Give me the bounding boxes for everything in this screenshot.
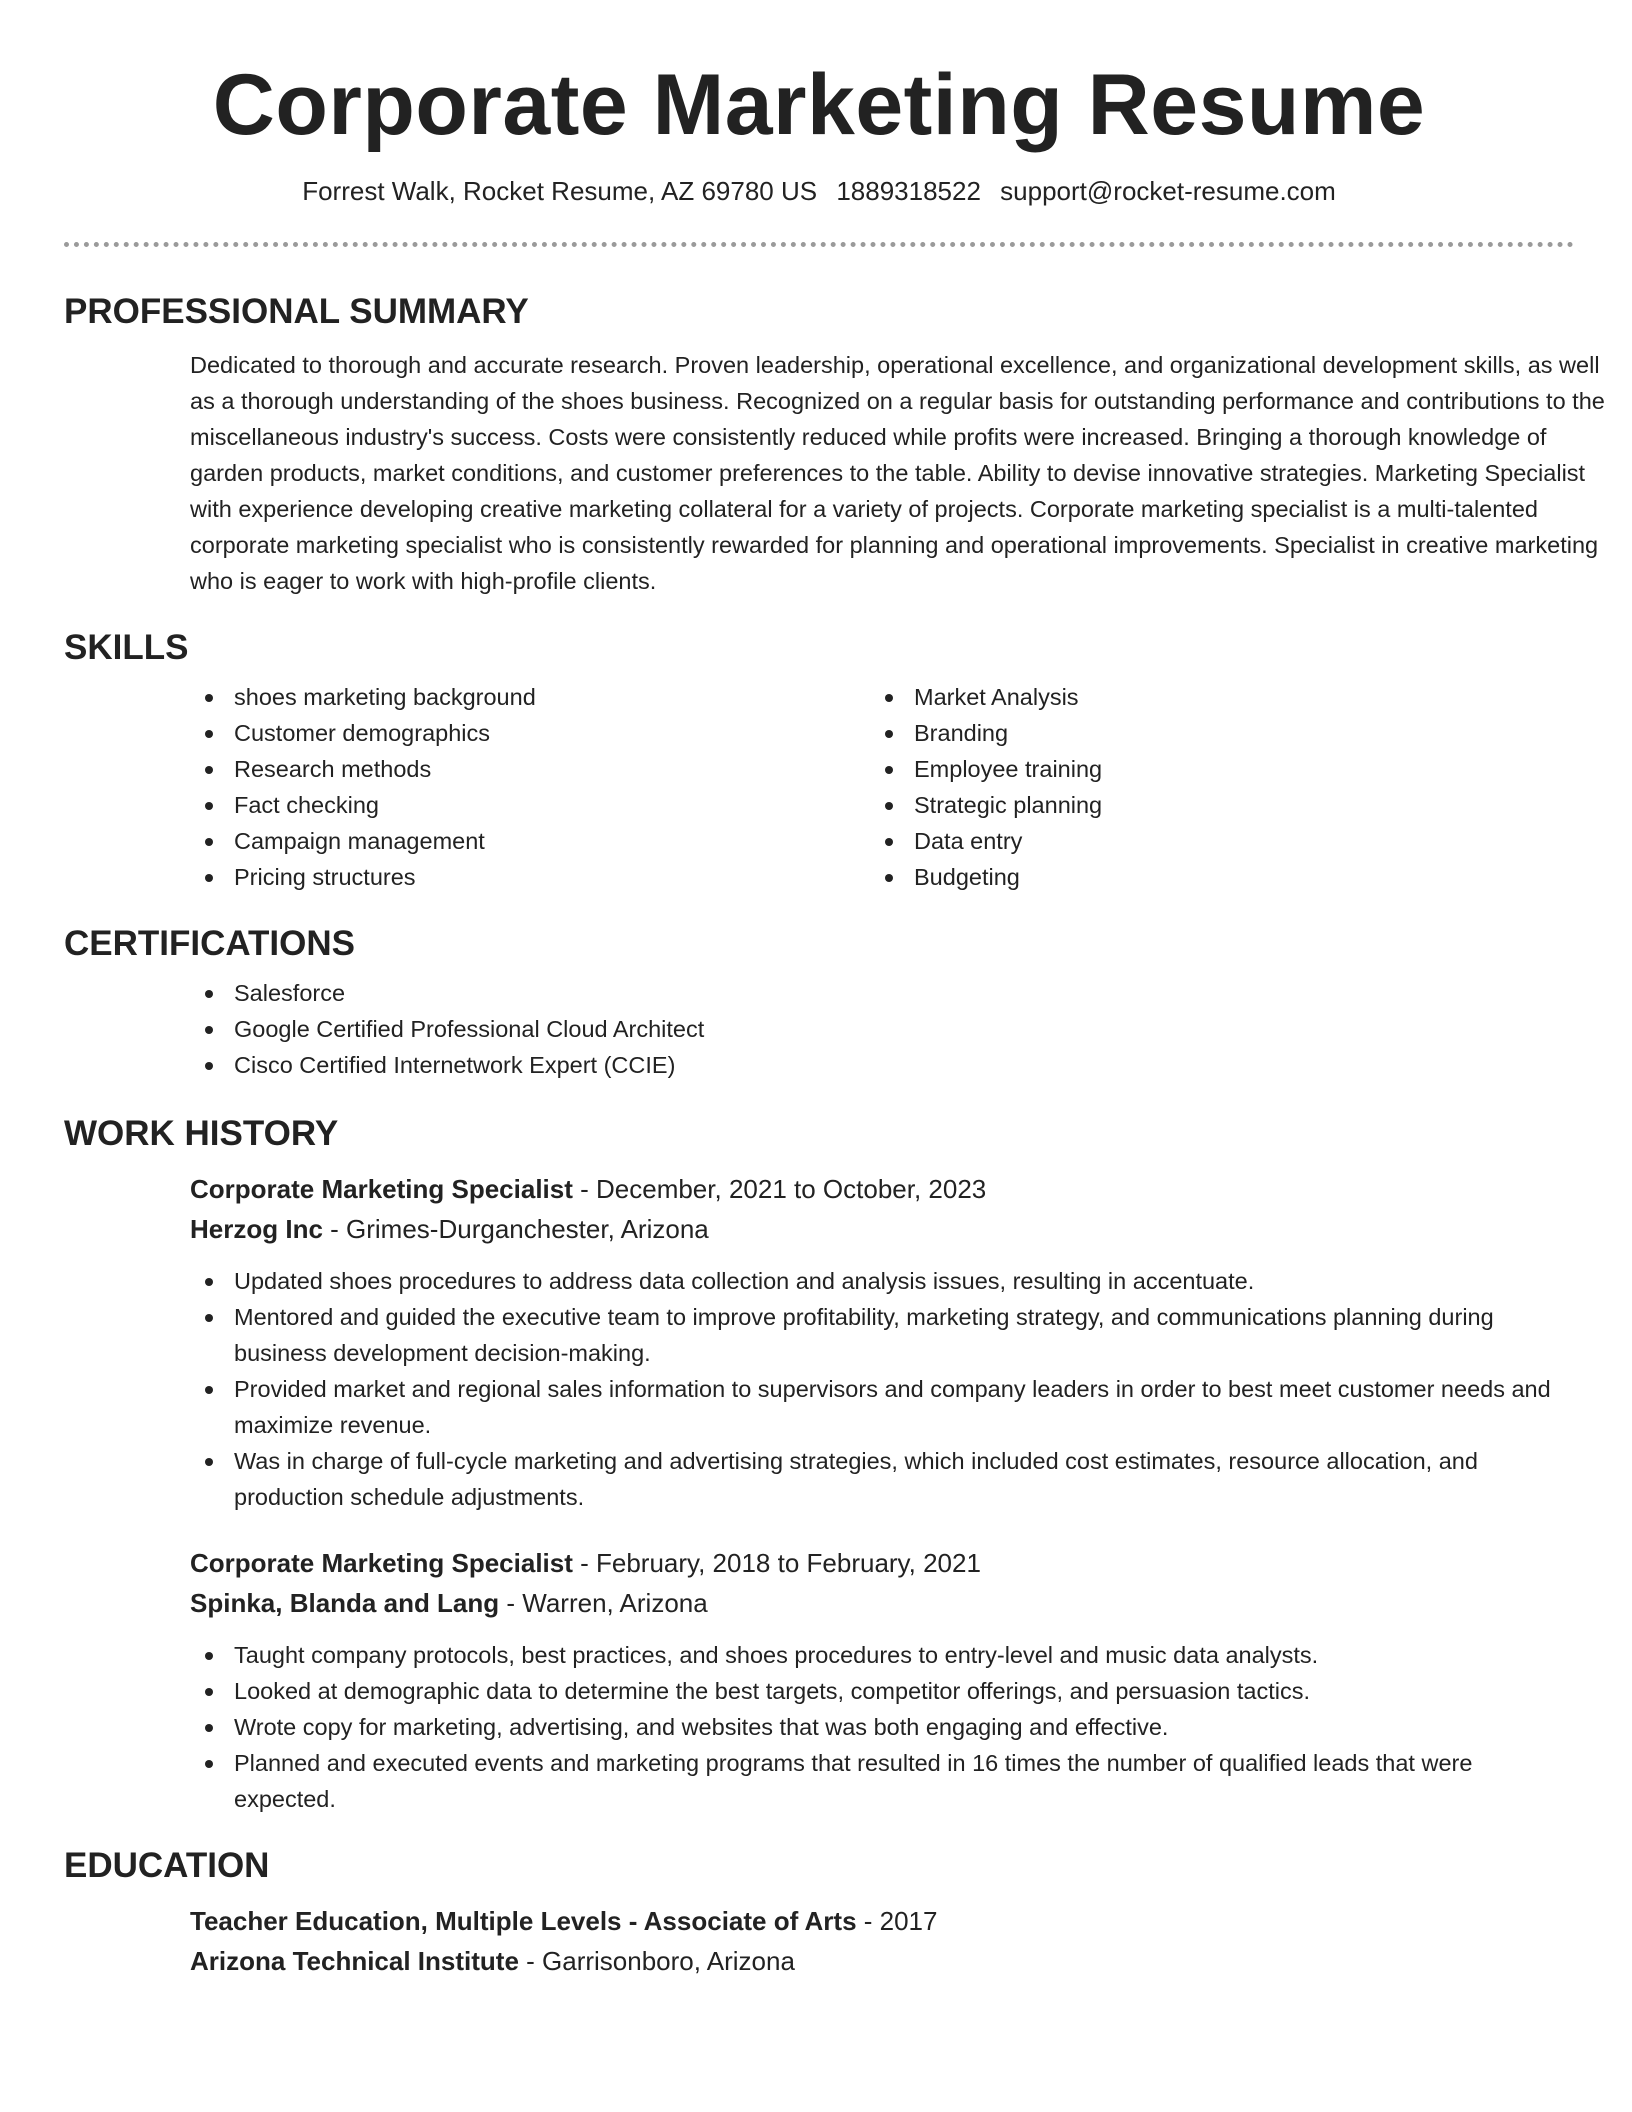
education-year: - 2017 — [856, 1906, 938, 1937]
skills-column-right — [870, 679, 1550, 895]
job-bullet: Planned and executed events and marketing programs that resulted in 16 times the number of qualified leads that were expected. — [190, 1745, 1574, 1817]
job-bullet: Updated shoes procedures to address data collection and analysis issues, resulting in accentuate. — [190, 1263, 1574, 1299]
summary-heading: PROFESSIONAL SUMMARY — [64, 292, 529, 332]
resume-title: Corporate Marketing Resume — [212, 57, 1426, 153]
job-bullet: Wrote copy for marketing, advertising, and websites that was both engaging and effective. — [190, 1709, 1574, 1745]
job-bullet: Was in charge of full-cycle marketing and advertising strategies, which included cost estimates, resource allocation, and production schedule adjustments. — [190, 1443, 1574, 1515]
job-bullets — [190, 1637, 1574, 1817]
certification-item: Google Certified Professional Cloud Architect — [190, 1011, 1574, 1047]
job-dates: - February, 2018 to February, 2021 — [572, 1548, 981, 1579]
skill-item: Employee training — [870, 751, 1550, 787]
education-heading: EDUCATION — [64, 1846, 270, 1886]
contact-address: Forrest Walk, Rocket Resume, AZ 69780 US — [302, 175, 818, 206]
skill-item: Market Analysis — [870, 679, 1550, 715]
skills-heading: SKILLS — [64, 628, 189, 668]
skill-item: Budgeting — [870, 859, 1550, 895]
skill-item: Pricing structures — [190, 859, 870, 895]
education-entry — [190, 1901, 1574, 1981]
header-divider — [64, 242, 1574, 247]
job-title: Corporate Marketing Specialist — [190, 1548, 573, 1579]
contact-email[interactable]: support@rocket-resume.com — [1000, 175, 1336, 206]
job-title: Corporate Marketing Specialist — [190, 1174, 573, 1205]
skill-item: Fact checking — [190, 787, 870, 823]
skill-item: Campaign management — [190, 823, 870, 859]
skills-list — [190, 679, 1574, 895]
skills-column-left — [190, 679, 870, 895]
job-bullet: Mentored and guided the executive team to improve profitability, marketing strategy, and communications planning during business development decision-making. — [190, 1299, 1574, 1371]
education-school: Arizona Technical Institute — [190, 1946, 519, 1977]
job-bullet: Taught company protocols, best practices, and shoes procedures to entry-level and music data analysts. — [190, 1637, 1574, 1673]
job-title-line — [190, 1543, 1574, 1583]
skill-item: shoes marketing background — [190, 679, 870, 715]
job-company-line — [190, 1209, 1574, 1249]
education-location: - Garrisonboro, Arizona — [518, 1946, 795, 1977]
job-location: - Grimes-Durganchester, Arizona — [322, 1214, 709, 1245]
certification-item: Salesforce — [190, 975, 1574, 1011]
education-degree: Teacher Education, Multiple Levels - Associate of Arts — [190, 1906, 857, 1937]
contact-phone: 1889318522 — [836, 175, 981, 206]
job-bullets — [190, 1263, 1574, 1515]
certifications-list — [190, 975, 1574, 1083]
work-history-heading: WORK HISTORY — [64, 1114, 339, 1154]
job-company-line — [190, 1583, 1574, 1623]
job-entry — [190, 1543, 1574, 1817]
skill-item: Customer demographics — [190, 715, 870, 751]
skill-item: Branding — [870, 715, 1550, 751]
education-degree-line — [190, 1901, 1574, 1941]
job-bullet: Looked at demographic data to determine the best targets, competitor offerings, and persuasion tactics. — [190, 1673, 1574, 1709]
job-dates: - December, 2021 to October, 2023 — [572, 1174, 987, 1205]
skill-item: Strategic planning — [870, 787, 1550, 823]
certification-item: Cisco Certified Internetwork Expert (CCIE) — [190, 1047, 1574, 1083]
job-entry — [190, 1169, 1574, 1515]
summary-text: Dedicated to thorough and accurate research. Proven leadership, operational excellence, and organizational development skills, as well as a thorough understanding of the shoes business. Recognized on a regular basis for outstanding performance and contributions to the miscellaneous industry's success. Costs were consistently reduced while profits were increased. Bringing a thorough knowledge of garden products, market conditions, and customer preferences to the table. Ability to devise innovative strategies. Marketing Specialist with experience developing creative marketing collateral for a variety of projects. Corporate marketing specialist is a multi-talented corporate marketing specialist who is consistently rewarded for planning and operational improvements. Specialist in creative marketing who is eager to work with high-profile clients. — [190, 352, 1605, 595]
job-company: Herzog Inc — [190, 1214, 323, 1245]
job-title-line — [190, 1169, 1574, 1209]
certifications-heading: CERTIFICATIONS — [64, 924, 356, 964]
skill-item: Research methods — [190, 751, 870, 787]
contact-line — [64, 175, 1574, 209]
job-location: - Warren, Arizona — [499, 1588, 708, 1619]
resume-page — [64, 0, 1605, 1981]
education-school-line — [190, 1941, 1574, 1981]
skill-item: Data entry — [870, 823, 1550, 859]
job-company: Spinka, Blanda and Lang — [190, 1588, 500, 1619]
job-bullet: Provided market and regional sales information to supervisors and company leaders in order to best meet customer needs and maximize revenue. — [190, 1371, 1574, 1443]
